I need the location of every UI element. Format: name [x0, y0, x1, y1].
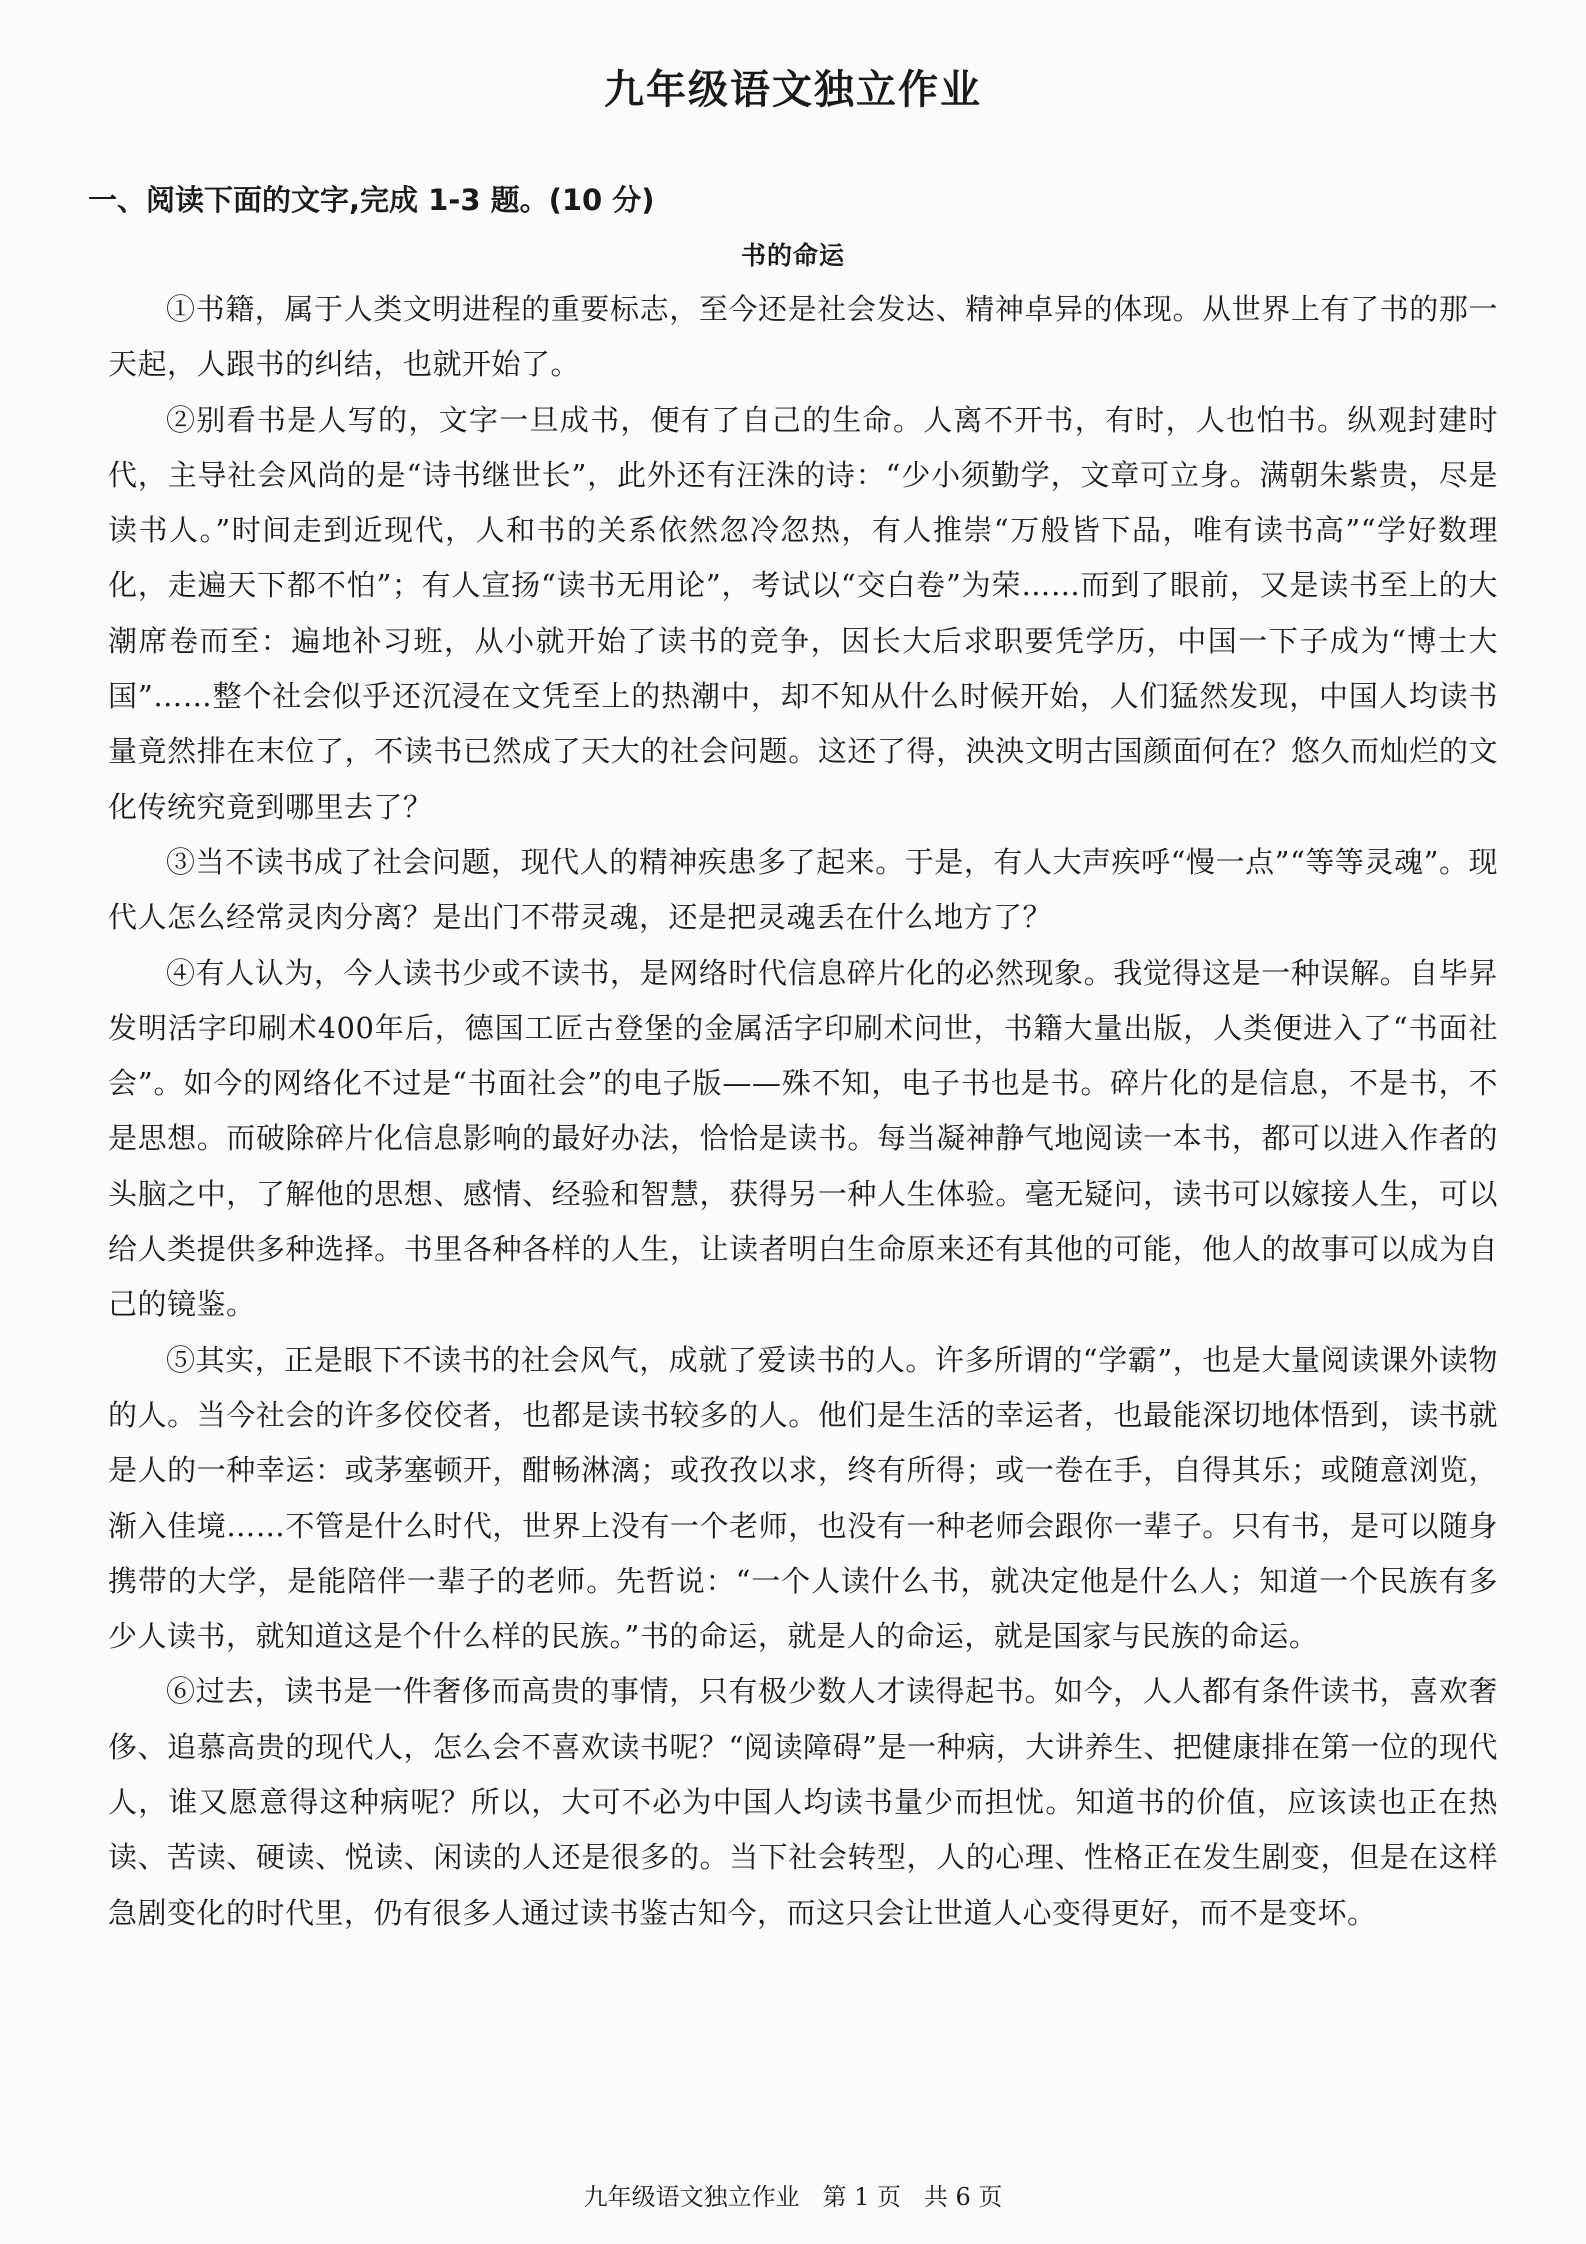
paragraph-1: ①书籍，属于人类文明进程的重要标志，至今还是社会发达、精神卓异的体现。从世界上有了书的那一天起，人跟书的纠结，也就开始了。 — [108, 292, 1498, 382]
page-footer: 九年级语文独立作业 第 1 页 共 6 页 — [583, 2183, 1003, 2211]
paragraph-2: ②别看书是人写的，文字一旦成书，便有了自己的生命。人离不开书，有时，人也怕书。纵观封建时代，主导社会风尚的是“诗书继世长”，此外还有汪洙的诗：“少小须勤学，文章可立身。满朝朱紫贵，尽是读书人。”时间走到近现代，人和书的关系依然忽冷忽热，有人推崇“万般皆下品，唯有读书高”“学好数理化，走遍天下都不怕”；有人宣扬“读书无用论”，考试以“交白卷”为荣……而到了眼前，又是读书至上的大潮席卷而至：遍地补习班，从小就开始了读书的竞争，因长大后求职要凭学历，中国一下子成为“博士大国”……整个社会似乎还沉浸在文凭至上的热潮中，却不知从什么时候开始，人们猛然发现，中国人均读书量竟然排在末位了，不读书已然成了天大的社会问题。这还了得，泱泱文明古国颜面何在？悠久而灿烂的文化传统究竟到哪里去了？ — [108, 402, 1498, 824]
paragraph-6: ⑥过去，读书是一件奢侈而高贵的事情，只有极少数人才读得起书。如今，人人都有条件读书，喜欢奢侈、追慕高贵的现代人，怎么会不喜欢读书呢？“阅读障碍”是一种病，大讲养生、把健康排在第一位的现代人，谁又愿意得这种病呢？所以，大可不必为中国人均读书量少而担忧。知道书的价值，应该读也正在热读、苦读、硬读、悦读、闲读的人还是很多的。当下社会转型，人的心理、性格正在发生剧变，但是在这样急剧变化的时代里，仍有很多人通过读书鉴古知今，而这只会让世道人心变得更好，而不是变坏。 — [108, 1674, 1498, 1930]
document-title: 九年级语文独立作业 — [604, 67, 982, 113]
paragraph-3: ③当不读书成了社会问题，现代人的精神疾患多了起来。于是，有人大声疾呼“慢一点”“等等灵魂”。现代人怎么经常灵肉分离？是出门不带灵魂，还是把灵魂丢在什么地方了？ — [108, 844, 1498, 935]
paragraph-4: ④有人认为，今人读书少或不读书，是网络时代信息碎片化的必然现象。我觉得这是一种误解。自毕昇发明活字印刷术400年后，德国工匠古登堡的金属活字印刷术问世，书籍大量出版，人类便进入了“书面社会”。如今的网络化不过是“书面社会”的电子版——殊不知，电子书也是书。碎片化的是信息，不是书，不是思想。而破除碎片化信息影响的最好办法，恰恰是读书。每当凝神静气地阅读一本书，都可以进入作者的头脑之中，了解他的思想、感情、经验和智慧，获得另一种人生体验。毫无疑问，读书可以嫁接人生，可以给人类提供多种选择。书里各种各样的人生，让读者明白生命原来还有其他的可能，他人的故事可以成为自己的镜鉴。 — [108, 955, 1498, 1322]
paragraph-5: ⑤其实，正是眼下不读书的社会风气，成就了爱读书的人。许多所谓的“学霸”，也是大量阅读课外读物的人。当今社会的许多佼佼者，也都是读书较多的人。他们是生活的幸运者，也最能深切地体悟到，读书就是人的一种幸运：或茅塞顿开，酣畅淋漓；或孜孜以求，终有所得；或一卷在手，自得其乐；或随意浏览，渐入佳境……不管是什么时代，世界上没有一个老师，也没有一种老师会跟你一辈子。只有书，是可以随身携带的大学，是能陪伴一辈子的老师。先哲说：“一个人读什么书，就决定他是什么人；知道一个民族有多少人读书，就知道这是个什么样的民族。”书的命运，就是人的命运，就是国家与民族的命运。 — [108, 1342, 1498, 1654]
article-title: 书的命运 — [740, 241, 845, 270]
article-body — [108, 282, 1498, 1941]
section-heading: 一、阅读下面的文字,完成 1-3 题。(10 分) — [88, 183, 655, 217]
